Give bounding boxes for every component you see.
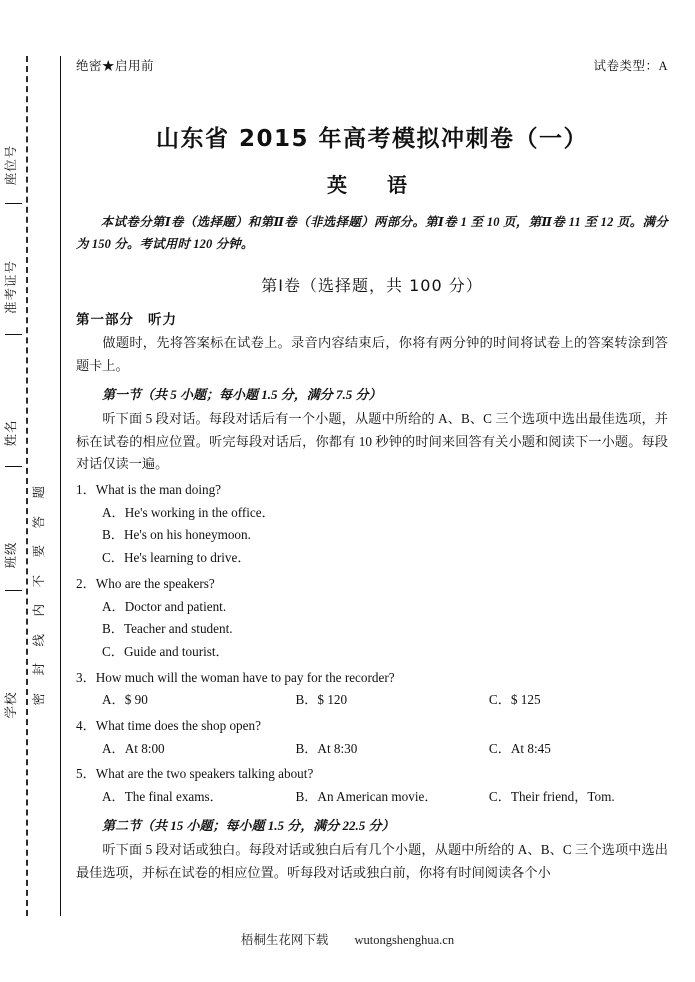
question-1 (76, 479, 668, 570)
seal-phrase-char-1: 题 (31, 486, 46, 499)
question-2-option-b[interactable]: B．Teacher and student. (102, 621, 233, 637)
question-5-options (76, 786, 668, 809)
seal-phrase-char-7: 封 (31, 663, 46, 676)
section-one-heading: 第一节（共 5 小题；每小题 1.5 分，满分 7.5 分） (102, 386, 382, 402)
question-4-option-b[interactable]: B．At 8:30 (295, 740, 358, 756)
footer-site-label: wutongshenghua.cn (354, 933, 455, 947)
volume-one-heading: 第Ⅰ卷（选择题，共 100 分） (261, 276, 483, 296)
seal-phrase-char-2: 答 (31, 515, 46, 529)
question-4 (76, 715, 668, 760)
question-2-options (76, 596, 668, 664)
question-4-option-c[interactable]: C．At 8:45 (488, 740, 551, 756)
question-3-stem (76, 667, 668, 690)
question-3-option-b[interactable]: B．$ 120 (295, 692, 348, 708)
question-4-number: 4． (76, 718, 96, 734)
question-4-stem (76, 715, 668, 738)
question-3-options (76, 689, 668, 712)
question-2-option-c[interactable]: C．Guide and tourist． (102, 643, 229, 659)
question-3-text: How much will the woman have to pay for the recorder? (95, 669, 395, 685)
exam-instructions-note: 本试卷分第Ⅰ卷（选择题）和第Ⅱ卷（非选择题）两部分。第Ⅰ卷 1 至 10 页，第Ⅱ卷 11 至 12 页。满分为 150 分。考试用时 120 分钟。 (76, 215, 668, 251)
question-2-text: Who are the speakers? (95, 575, 215, 591)
question-4-option-a[interactable]: A．At 8:00 (102, 740, 165, 756)
section-two-intro: 听下面 5 段对话或独白。每段对话或独白后有几个小题，从题中所给的 A、B、C 三个选项中选出最佳选项，并标在试卷的相应位置。听每段对话或独白前，你将有时间阅读各个小 (76, 841, 668, 880)
question-4-text: What time does the shop open? (95, 718, 261, 734)
seal-solid-rule (60, 56, 61, 916)
question-2-number: 2． (76, 575, 96, 591)
question-2 (76, 573, 668, 664)
question-1-text: What is the man doing? (95, 482, 222, 498)
section-two-heading: 第二节（共 15 小题；每小题 1.5 分，满分 22.5 分） (102, 817, 395, 833)
seal-phrase-char-6: 线 (31, 633, 46, 647)
part-one-name: 听力 (148, 312, 177, 328)
seal-label-school: 学校 (4, 691, 18, 719)
footer-watermark (0, 930, 695, 948)
seal-phrase-char-3: 要 (31, 545, 46, 558)
question-1-option-c[interactable]: C．He's learning to drive． (102, 550, 251, 566)
seal-label-seat-number: 座位号 (4, 144, 18, 186)
question-5-option-a[interactable]: A．The final exams． (102, 789, 223, 805)
seal-divider-1 (5, 203, 22, 204)
seal-binding-column (0, 56, 62, 916)
question-1-options (76, 502, 668, 570)
paper-content (76, 56, 668, 886)
question-3-option-a[interactable]: A．$ 90 (102, 692, 148, 708)
paper-type: 试卷类型：A (593, 59, 668, 73)
question-1-option-a[interactable]: A．He's working in the office． (102, 504, 275, 520)
part-one-label: 第一部分 (76, 312, 134, 328)
question-3-option-c[interactable]: C．$ 125 (488, 692, 541, 708)
question-5-text: What are the two speakers talking about? (95, 766, 314, 782)
question-1-number: 1． (76, 482, 96, 498)
subject-title: 英 语 (327, 173, 417, 197)
question-5-number: 5． (76, 766, 96, 782)
footer-download-label: 梧桐生花网下载 (240, 933, 329, 947)
seal-label-admission-number: 准考证号 (4, 260, 18, 315)
question-3 (76, 667, 668, 712)
seal-divider-4 (5, 590, 22, 591)
question-2-option-a[interactable]: A．Doctor and patient. (102, 598, 227, 614)
question-1-option-b[interactable]: B．He's on his honeymoon. (102, 527, 251, 543)
seal-warning-phrase (28, 486, 50, 722)
secret-notice: 绝密★启用前 (76, 59, 155, 73)
part-one-intro: 做题时，先将答案标在试卷上。录音内容结束后，你将有两分钟的时间将试卷上的答案转涂到答题卡上。 (76, 335, 668, 374)
seal-label-class: 班级 (4, 541, 18, 569)
page-title: 山东省 2015 年高考模拟冲刺卷（一） (155, 126, 589, 152)
question-4-options (76, 738, 668, 761)
question-5 (76, 763, 668, 808)
seal-divider-2 (5, 334, 22, 335)
seal-label-name: 姓名 (4, 419, 18, 447)
section-one-intro: 听下面 5 段对话。每段对话后有一个小题，从题中所给的 A、B、C 三个选项中选出最佳选项，并标在试卷的相应位置。听完每段对话后，你都有 10 秒钟的时间来回答有关小题和阅读下一小题。每段对话仅读一遍。 (76, 410, 668, 472)
question-5-option-c[interactable]: C．Their friend，Tom. (488, 789, 615, 805)
question-2-stem (76, 573, 668, 596)
question-1-stem (76, 479, 668, 502)
seal-phrase-char-8: 密 (31, 692, 46, 706)
part-one-heading (76, 308, 668, 328)
paper-header-row (76, 56, 668, 74)
question-5-stem (76, 763, 668, 786)
seal-phrase-char-4: 不 (31, 574, 46, 588)
seal-phrase-char-5: 内 (31, 604, 46, 617)
question-3-number: 3． (76, 669, 96, 685)
question-5-option-b[interactable]: B．An American movie． (295, 789, 438, 805)
seal-divider-3 (5, 466, 22, 467)
